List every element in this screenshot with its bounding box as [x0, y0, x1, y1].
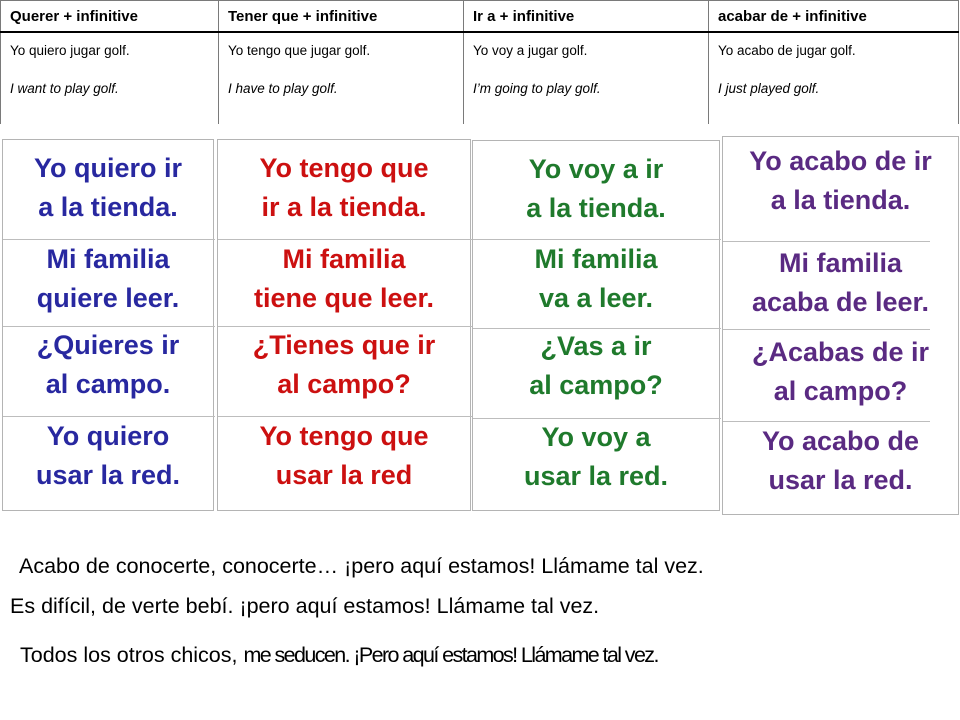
sentence-line: usar la red [275, 460, 413, 490]
example-cell-acabar-de [709, 32, 959, 124]
sentence-line: Mi familia [282, 244, 406, 274]
sentence-line: a la tienda. [38, 192, 178, 222]
reference-table [0, 0, 959, 124]
sentence-line: Yo quiero ir [33, 153, 182, 183]
header-ir-a: Ir a + infinitive [464, 1, 709, 33]
sentence-line: Mi familia [534, 244, 658, 274]
sentence-box [723, 422, 958, 500]
sentence-line: Yo acabo de ir [749, 146, 932, 176]
sentence-line: a la tienda. [770, 185, 911, 215]
example-english: I want to play golf. [10, 81, 119, 96]
sentence-line: usar la red. [768, 465, 913, 495]
divider [723, 329, 930, 330]
example-spanish: Yo acabo de jugar golf. [718, 43, 856, 58]
querer-examples-column [2, 139, 214, 511]
example-spanish: Yo tengo que jugar golf. [228, 43, 371, 58]
header-querer: Querer + infinitive [1, 1, 219, 33]
sentence-box [473, 327, 719, 405]
reference-table-header-row [1, 1, 959, 33]
sentence-line: ¿Quieres ir [36, 330, 180, 360]
acabar-de-examples-column [722, 136, 959, 515]
sentence-line: Yo quiero [46, 421, 170, 451]
sentence-box [218, 149, 470, 227]
sentence-box [218, 326, 470, 404]
sentence-line: usar la red. [35, 460, 181, 490]
sentence-line: Mi familia [778, 248, 903, 278]
sentence-line: al campo. [45, 369, 171, 399]
sentence-box [3, 240, 213, 318]
sentence-box [3, 326, 213, 404]
sentence-line: va a leer. [538, 283, 654, 313]
sentence-box [723, 333, 958, 411]
example-spanish: Yo voy a jugar golf. [473, 43, 588, 58]
divider [723, 241, 930, 242]
tener-que-examples-column [217, 139, 471, 511]
lyric-line-3-start: Todos los otros chicos, [20, 643, 244, 667]
sentence-line: al campo? [773, 376, 908, 406]
example-cell-querer [1, 32, 219, 124]
sentence-box [723, 142, 958, 220]
example-cell-tener-que [219, 32, 464, 124]
sentence-box [473, 240, 719, 318]
example-english: I’m going to play golf. [473, 81, 601, 96]
ir-a-examples-column [472, 140, 720, 511]
sentence-line: quiere leer. [36, 283, 180, 313]
lyric-line-1: Acabo de conocerte, conocerte… ¡pero aquí estamos! Llámame tal vez. [19, 554, 704, 578]
sentence-line: acaba de leer. [751, 287, 930, 317]
example-english: I have to play golf. [228, 81, 338, 96]
example-cell-ir-a [464, 32, 709, 124]
sentence-line: a la tienda. [526, 193, 666, 223]
sentence-line: al campo? [529, 370, 663, 400]
sentence-box [723, 244, 958, 322]
header-acabar-de: acabar de + infinitive [709, 1, 959, 33]
sentence-line: Yo acabo de [761, 426, 920, 456]
sentence-box [218, 417, 470, 495]
sentence-box [473, 418, 719, 496]
sentence-line: Yo tengo que [259, 153, 429, 183]
sentence-line: ¿Vas a ir [540, 331, 652, 361]
sentence-line: Mi familia [46, 244, 170, 274]
sentence-line: al campo? [277, 369, 411, 399]
header-tener-que: Tener que + infinitive [219, 1, 464, 33]
sentence-line: ¿Tienes que ir [252, 330, 436, 360]
sentence-line: usar la red. [523, 461, 669, 491]
sentence-line: Yo tengo que [259, 421, 429, 451]
sentence-box [473, 150, 719, 228]
sentence-box [218, 240, 470, 318]
lyric-line-3-end: me seducen. ¡Pero aquí estamos! Llámame tal vez. [243, 643, 658, 667]
sentence-line: tiene que leer. [253, 283, 435, 313]
example-spanish: Yo quiero jugar golf. [10, 43, 130, 58]
reference-table-example-row [1, 32, 959, 124]
sentence-line: ¿Acabas de ir [751, 337, 930, 367]
sentence-box [3, 149, 213, 227]
sentence-line: ir a la tienda. [261, 192, 427, 222]
sentence-box [3, 417, 213, 495]
sentence-line: Yo voy a ir [528, 154, 664, 184]
example-english: I just played golf. [718, 81, 820, 96]
sentence-line: Yo voy a [541, 422, 651, 452]
lyric-line-2: Es difícil, de verte bebí. ¡pero aquí estamos! Llámame tal vez. [10, 594, 600, 618]
lyric-line-3 [20, 643, 658, 668]
